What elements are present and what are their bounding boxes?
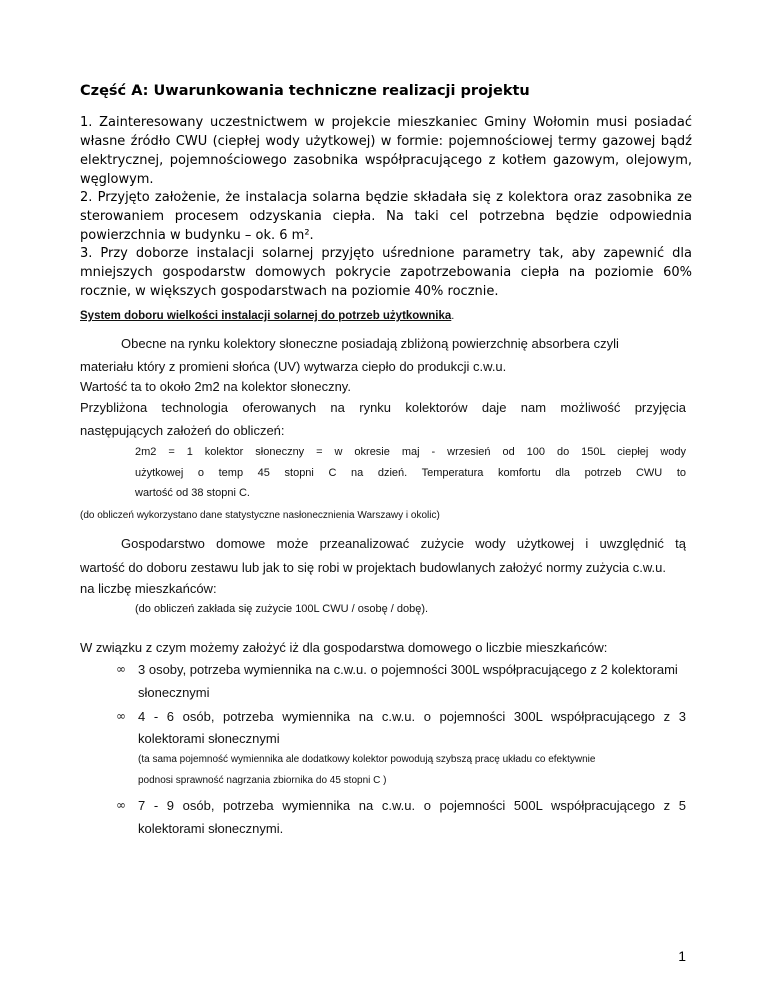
bullet-1-line2: słonecznymi xyxy=(138,685,210,700)
calc-line-3: wartość od 38 stopni C. xyxy=(135,487,250,499)
bullet-3-line2: kolektorami słonecznymi. xyxy=(138,821,284,836)
bullet-2-note2: podnosi sprawność nagrzania zbiornika do 45 stopni C ) xyxy=(138,775,387,786)
calc-line-2: użytkowej o temp 45 stopni C na dzień. Temperatura komfortu dla potrzeb CWU to xyxy=(135,467,686,479)
section-title-line xyxy=(80,306,454,324)
note-consumption: (do obliczeń zakłada się zużycie 100L CWU / osobę / dobę). xyxy=(135,603,429,615)
bullet-icon-2: ∞ xyxy=(116,709,126,723)
body-p4-line1: Gospodarstwo domowe może przeanalizować zużycie wody użytkowej i uwzględnić tą xyxy=(121,536,686,551)
bullet-icon-3: ∞ xyxy=(116,798,126,812)
paragraph-1: 1. Zainteresowany uczestnictwem w projekcie mieszkaniec Gminy Wołomin musi posiadać własne źródło CWU (ciepłej wody użytkowej) w formie: pojemnościowej termy gazowej bądź elektrycznej, pojemnościowego zasobnika współpracującego z kotłem gazowym, olejowym, węglowym. xyxy=(80,115,692,187)
bullet-2-line2: kolektorami słonecznymi xyxy=(138,731,280,746)
body-p5: W związku z czym możemy założyć iż dla gospodarstwa domowego o liczbie mieszkańców: xyxy=(80,640,608,655)
page-number: 1 xyxy=(678,948,686,964)
body-p4-line2: wartość do doboru zestawu lub jak to się robi w projektach budowlanych założyć normy zużycia c.w.u. xyxy=(80,560,667,575)
body-p1-line1: Obecne na rynku kolektory słoneczne posiadają zbliżoną powierzchnię absorbera czyli xyxy=(121,336,619,351)
body-p3-line1: Przybliżona technologia oferowanych na rynku kolektorów daje nam możliwość przyjęcia xyxy=(80,400,686,415)
body-p1-line2: materiału który z promieni słońca (UV) wytwarza ciepło do produkcji c.w.u. xyxy=(80,359,507,374)
body-p3-line2: następujących założeń do obliczeń: xyxy=(80,423,285,438)
bullet-3-line1: 7 - 9 osób, potrzeba wymiennika na c.w.u. o pojemności 500L współpracującego z 5 xyxy=(138,798,686,813)
document-heading: Część A: Uwarunkowania techniczne realizacji projektu xyxy=(80,83,530,99)
calc-line-1: 2m2 = 1 kolektor słoneczny = w okresie maj - wrzesień od 100 do 150L ciepłej wody xyxy=(135,446,686,458)
note-statistics: (do obliczeń wykorzystano dane statystyczne nasłonecznienia Warszawy i okolic) xyxy=(80,510,440,521)
section-title: System doboru wielkości instalacji solarnej do potrzeb użytkownika xyxy=(80,310,452,322)
section-title-suffix: . xyxy=(451,310,455,322)
bullet-icon-1: ∞ xyxy=(116,662,126,676)
bullet-2-line1: 4 - 6 osób, potrzeba wymiennika na c.w.u. o pojemności 300L współpracującego z 3 xyxy=(138,709,686,724)
body-p2: Wartość ta to około 2m2 na kolektor słoneczny. xyxy=(80,379,351,394)
body-p4-line3: na liczbę mieszkańców: xyxy=(80,581,217,596)
paragraph-3: 3. Przy doborze instalacji solarnej przyjęto uśrednione parametry tak, aby zapewnić dla mniejszych gospodarstw domowych pokrycie zapotrzebowania ciepła na poziomie 60% rocznie, w większych gospodarstwach na poziomie 40% rocznie. xyxy=(80,246,692,299)
bullet-2-note1: (ta sama pojemność wymiennika ale dodatkowy kolektor powodują szybszą pracę układu co efektywnie xyxy=(138,754,596,765)
paragraph-2: 2. Przyjęto założenie, że instalacja solarna będzie składała się z kolektora oraz zasobnika ze sterowaniem procesem odzyskania ciepła. Na taki cel potrzebna będzie odpowiednia powierzchnia w budynku – ok. 6 m². xyxy=(80,190,692,243)
bullet-1-line1: 3 osoby, potrzeba wymiennika na c.w.u. o pojemności 300L współpracującego z 2 kolektorami xyxy=(138,662,678,677)
